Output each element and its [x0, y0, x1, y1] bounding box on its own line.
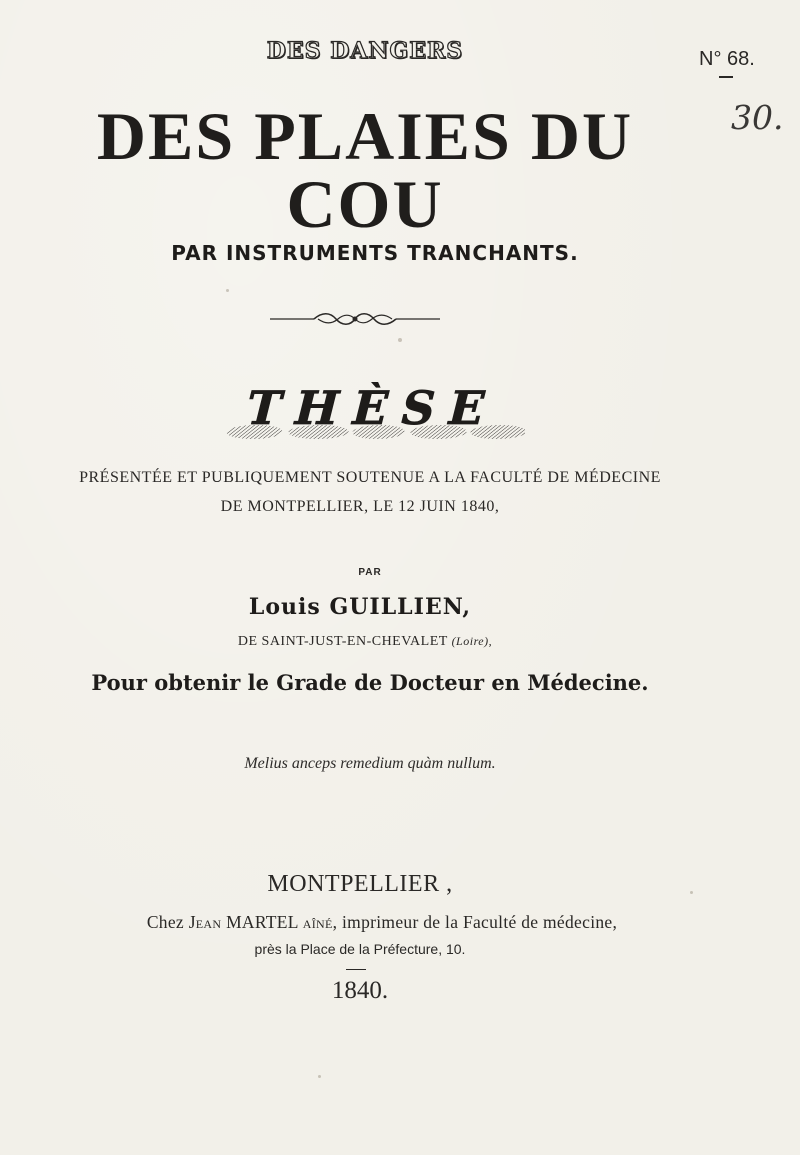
number-underline	[719, 76, 733, 78]
author-origin	[150, 634, 580, 650]
imprint-printer	[52, 912, 712, 933]
paper-speck	[318, 1075, 321, 1078]
subtitle: PAR INSTRUMENTS TRANCHANTS.	[171, 241, 579, 265]
presentation-line-1: PRÉSENTÉE ET PUBLIQUEMENT SOUTENUE A LA FACULTÉ DE MÉDECINE	[79, 469, 661, 486]
presentation-line-2: DE MONTPELLIER, LE 12 JUIN 1840,	[220, 498, 500, 515]
imprint-city: MONTPELLIER ,	[267, 871, 453, 897]
ornament-divider	[270, 312, 440, 326]
imprint-address: près la Place de la Préfecture, 10.	[254, 941, 466, 957]
printer-suffix: aîné	[302, 912, 333, 932]
handwritten-note: 30.	[731, 98, 784, 137]
origin-town: DE SAINT-JUST-EN-CHEVALET	[237, 634, 448, 649]
epigraph: Melius anceps remedium quàm nullum.	[244, 755, 496, 772]
degree-statement: Pour obtenir le Grade de Docteur en Médecine.	[91, 670, 649, 695]
catalog-number: N° 68.	[699, 48, 755, 70]
par-label: PAR	[358, 567, 382, 578]
imprint-year: 1840.	[331, 977, 389, 1004]
paper-speck	[398, 338, 402, 342]
printer-first-name: Jean	[188, 912, 222, 932]
origin-region: (Loire),	[451, 634, 493, 648]
these-heading	[205, 382, 525, 444]
these-letters: THÈSE	[240, 382, 505, 436]
series-title: DES DANGERS	[266, 38, 464, 64]
year-rule	[346, 969, 366, 970]
printer-rest: , imprimeur de la Faculté de médecine,	[332, 912, 618, 932]
paper-speck	[226, 289, 229, 292]
printer-prefix: Chez	[146, 912, 184, 932]
printer-last-name: MARTEL	[226, 912, 299, 932]
main-title: DES PLAIES DU COU	[96, 98, 634, 242]
author-name: Louis GUILLIEN,	[248, 594, 472, 620]
paper-speck	[690, 891, 693, 894]
